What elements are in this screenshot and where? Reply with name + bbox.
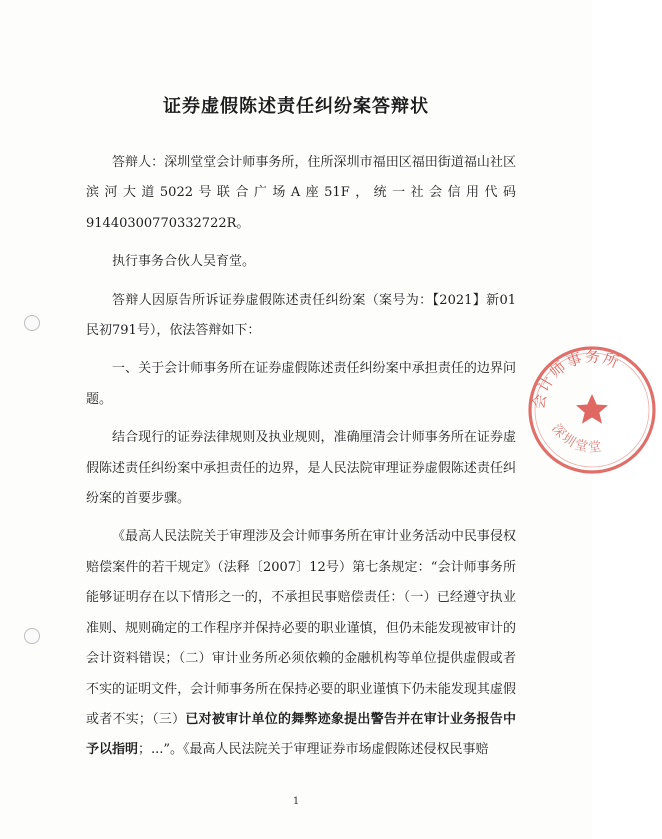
- paragraph-text-bold: 已对被审计单位的舞弊迹象提出警告并在审计业务报告中予以指明: [86, 711, 516, 758]
- seal-text-bottom: 深圳堂堂: [548, 421, 604, 456]
- binding-hole-top: [24, 315, 40, 331]
- page-number: 1: [292, 796, 300, 807]
- company-seal-icon: [522, 340, 662, 480]
- paragraph-section-heading: 一、关于会计师事务所在证券虚假陈述责任纠纷案中承担责任的边界问题。: [86, 361, 516, 407]
- document-body: [86, 148, 516, 766]
- paragraph-judicial-interpretation: [86, 522, 516, 765]
- paragraph-text-start: 《最高人民法院关于审理涉及会计师事务所在审计业务活动中民事侵权赔偿案件的若干规定》（法释〔2007〕12号）第七条规定：“会计师事务所能够证明存在以下情形之一的，不承担民事赔偿责任：（一）已经遵守执业准则、规则确定的工作程序并保持必要的职业谨慎，但仍未能发现被审计的会计资料错误；（二）审计业务所必须依赖的金融机构等单位提供虚假或者不实的证明文件，会计师事务所在保持必要的职业谨慎下仍未能发现其虚假或者不实；（三）: [86, 529, 516, 727]
- paragraph-respondent: 答辩人：深圳堂堂会计师事务所，住所深圳市福田区福田街道福山社区滨河大道5022号联合广场A座51F，统一社会信用代码91440300770332722R。: [86, 155, 516, 231]
- binding-hole-bottom: [24, 628, 40, 644]
- paragraph-text-end: ；...”。《最高人民法院关于审理证券市场虚假陈述侵权民事赔: [138, 742, 489, 758]
- paragraph-liability-boundary: 结合现行的证券法律规则及执业规则，准确厘清会计师事务所在证券虚假陈述责任纠纷案中承担责任的边界，是人民法院审理证券虚假陈述责任纠纷案的首要步骤。: [86, 430, 516, 507]
- paragraph-case-intro: 答辩人因原告所诉证券虚假陈述责任纠纷案（案号为：【2021】新01民初791号），依法答辩如下：: [86, 292, 516, 339]
- document-title: 证券虚假陈述责任纠纷案答辩状: [163, 96, 429, 117]
- paragraph-partner: 执行事务合伙人吴育堂。: [112, 254, 256, 270]
- seal-text-top: 会计师事务所: [529, 347, 624, 411]
